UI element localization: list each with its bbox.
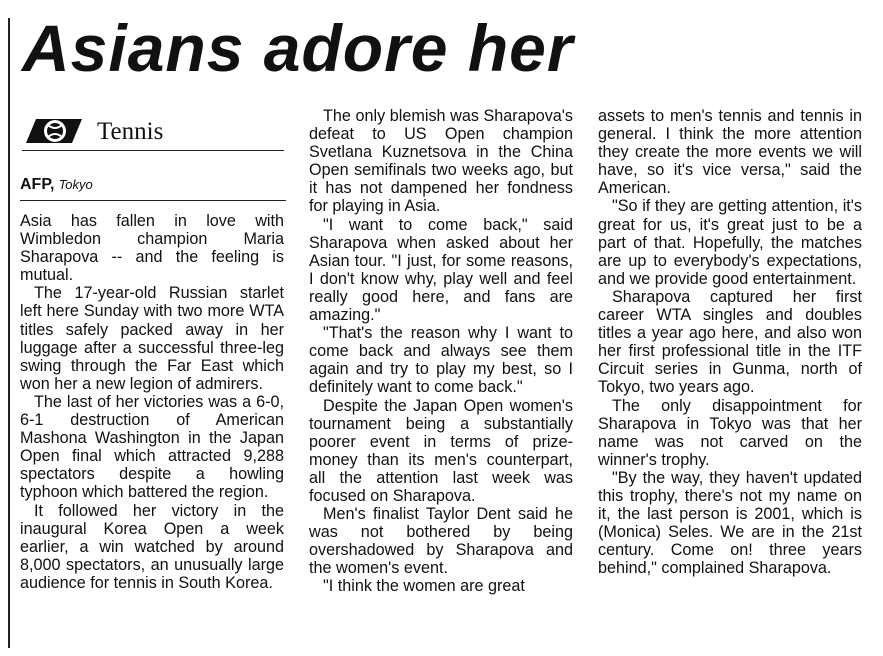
- section-kicker: [22, 116, 284, 151]
- article-column-3: [598, 107, 862, 577]
- tennis-ball-logo-icon: [22, 116, 88, 146]
- paragraph: Despite the Japan Open women's tournament being a substantially poorer event in terms of prize-money than its men's counterpart, all the attention last week was focused on Sharapova.: [309, 396, 573, 505]
- section-label: Tennis: [97, 118, 164, 145]
- paragraph: The only disappointment for Sharapova in Tokyo was that her name was not carved on the winner's trophy.: [598, 396, 862, 469]
- paragraph: It followed her victory in the inaugural Korea Open a week earlier, a win watched by around 8,000 spectators, an unusually large audience for tennis in South Korea.: [20, 501, 284, 592]
- article-column-1: [20, 212, 284, 592]
- byline-agency: AFP,: [20, 176, 55, 193]
- paragraph: "That's the reason why I want to come back and always see them again and try to play my best, so I definitely want to come back.": [309, 324, 573, 397]
- paragraph: assets to men's tennis and tennis in general. I think the more attention they create the more events we will have, so it's vice versa," said the American.: [598, 107, 862, 198]
- byline-city: Tokyo: [58, 177, 93, 192]
- byline: [20, 176, 286, 201]
- paragraph: The last of her victories was a 6-0, 6-1 destruction of American Mashona Washington in the Japan Open final which attracted 9,288 spectators despite a howling typhoon which battered the region.: [20, 392, 284, 502]
- paragraph: The only blemish was Sharapova's defeat to US Open champion Svetlana Kuznetsova in the China Open semifinals two weeks ago, but it has not dampened her fondness for playing in Asia.: [309, 107, 573, 216]
- left-column-rule: [8, 18, 10, 648]
- headline: Asians adore her: [22, 11, 574, 85]
- paragraph: "I want to come back," said Sharapova when asked about her Asian tour. "I just, for some reasons, I don't know why, play well and feel really good here, and fans are amazing.": [309, 215, 573, 325]
- paragraph: "I think the women are great: [323, 577, 525, 596]
- paragraph: The 17-year-old Russian starlet left here Sunday with two more WTA titles safely packed away in her luggage after a successful three-leg swing through the Far East which won her a new legion of admirers.: [20, 284, 284, 393]
- paragraph: "By the way, they haven't updated this trophy, there's not my name on it, the last person is 2001, which is (Monica) Seles. We are in the 21st century. Come on! three years behind," complained Sharapova.: [598, 468, 862, 578]
- paragraph: Asia has fallen in love with Wimbledon champion Maria Sharapova -- and the feeling is mutual.: [20, 212, 284, 285]
- paragraph: Sharapova captured her first career WTA singles and doubles titles a year ago here, and also won her first professional title in the ITF Circuit series in Gunma, north of Tokyo, two years ago.: [598, 287, 862, 397]
- article-column-2: [309, 107, 573, 596]
- paragraph: Men's finalist Taylor Dent said he was not bothered by being overshadowed by Sharapova and the women's event.: [309, 505, 573, 578]
- paragraph: "So if they are getting attention, it's great for us, it's great just to be a part of that. Hopefully, the matches are up to everybody's expectations, and we provide good entertainment.: [598, 197, 862, 288]
